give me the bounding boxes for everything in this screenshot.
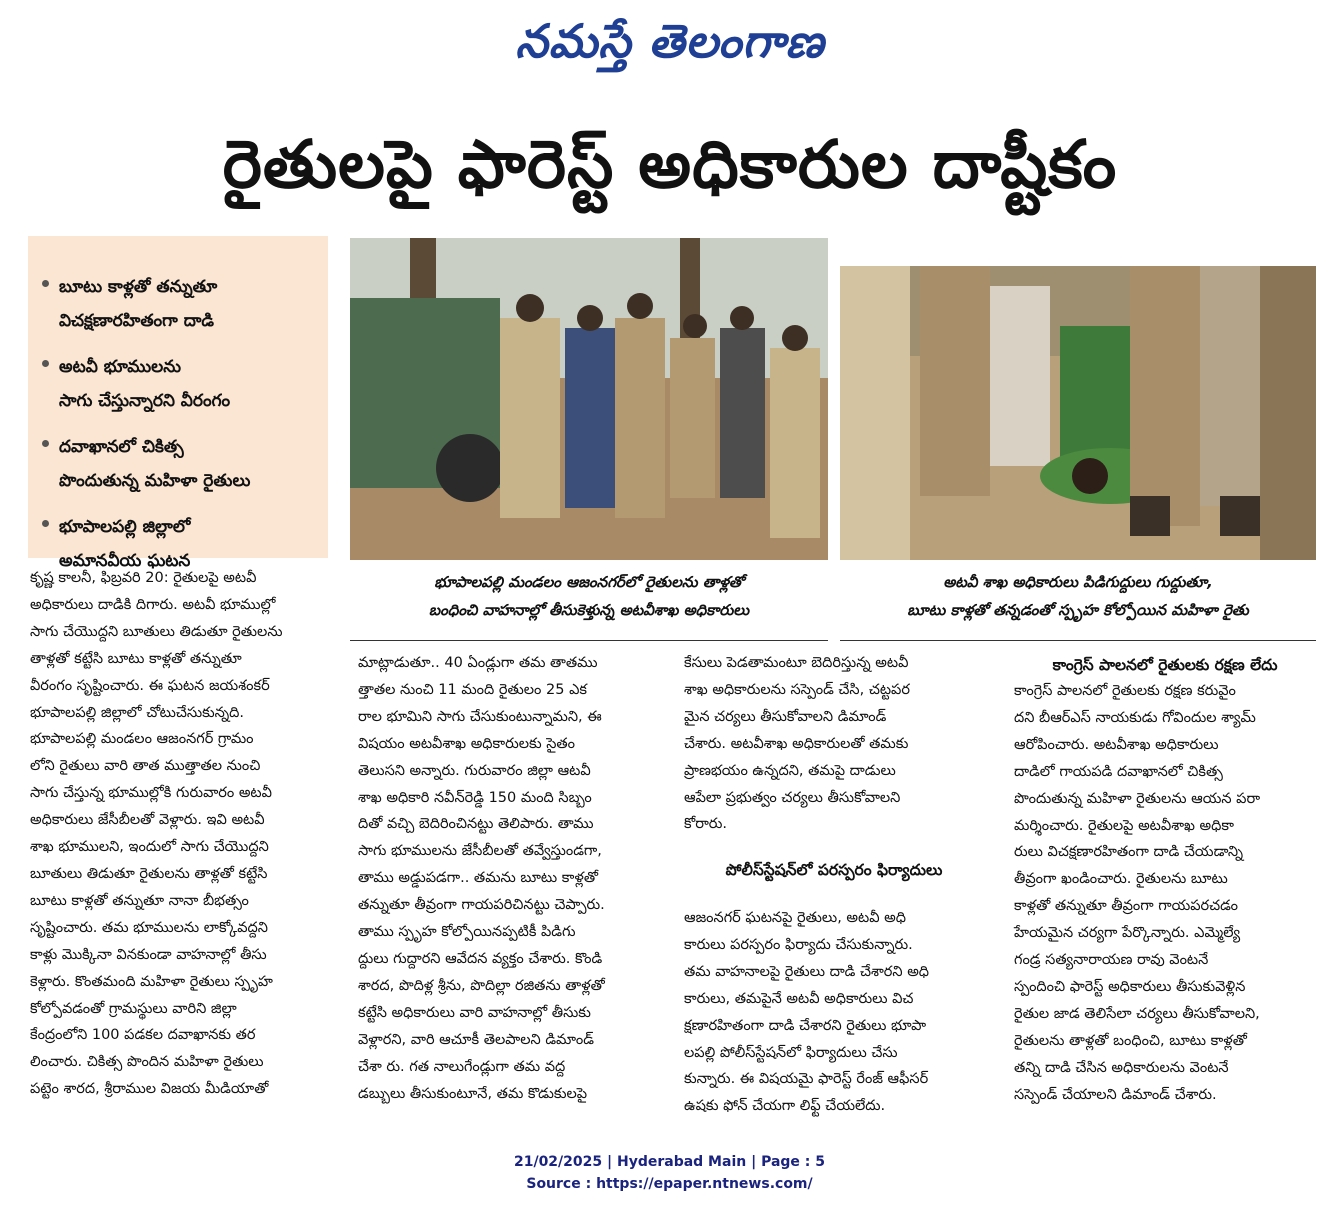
section-subheading-congress: కాంగ్రెస్ పాలనలో రైతులకు రక్షణ లేదు bbox=[1052, 656, 1278, 674]
photo-caption-2: అటవీ శాఖ అధికారులు పిడిగుద్దులు గుద్దుతూ, బూటు కాళ్లతో తన్నడంతో స్పృహ కోల్పోయిన మహిళా రైతు bbox=[907, 573, 1249, 619]
footer-source-link[interactable]: Source : https://epaper.ntnews.com/ bbox=[526, 1176, 813, 1192]
bullet-icon bbox=[42, 440, 49, 447]
highlights-box bbox=[28, 236, 328, 571]
article-column-3-bottom: ఆజంనగర్ ఘటనపై రైతులు, అటవీ అధి కారులు పరస్పరం ఫిర్యాదు చేసుకున్నారు. తమ వాహనాలపై రైతులు దాడి చేశారని అధి కారులు, తమపైనే అటవీ అధికారులు విచ క్షణారహితంగా దాడి చేశారని రైతులు భూపా లపల్లి పోలీస్‌స్టేషన్‌లో ఫిర్యాదులు చేసు కున్నారు. ఈ విషయమై ఫారెస్ట్ రేంజ్ ఆఫీసర్ ఉషకు ఫోన్ చేయగా లిఫ్ట్ చేయలేదు. bbox=[684, 910, 930, 1115]
section-subheading-police: పోలీస్‌స్టేషన్‌లో పరస్పరం ఫిర్యాదులు bbox=[725, 861, 943, 879]
footer-date-edition: 21/02/2025 | Hyderabad Main | Page : 5 bbox=[513, 1154, 826, 1170]
photo-officials-with-farmers bbox=[350, 238, 828, 560]
highlight-item bbox=[42, 350, 318, 418]
highlight-text: బూటు కాళ్లతో తన్నుతూ విచక్షణారహితంగా దాడి bbox=[59, 277, 218, 331]
bullet-icon bbox=[42, 520, 49, 527]
article-column-2: మాట్లాడుతూ.. 40 ఏండ్లుగా తమ తాతము త్తాతల నుంచి 11 మంది రైతులం 25 ఎక రాల భూమిని సాగు చేసుకుంటున్నామని, ఈ విషయం అటవీశాఖ అధికారులకు సైతం తెలుసని అన్నారు. గురువారం జిల్లా ఆటవీ శాఖ అధికారి నవీన్‌రెడ్డి 150 మంది సిబ్బం దితో వచ్చి బెదిరించినట్టు తెలిపారు. తాము సాగు భూములను జేసీబీలతో తవ్వేస్తుండగా, తాము అడ్డుపడగా.. తమను బూటు కాళ్లతో తన్నుతూ తీవ్రంగా గాయపరిచినట్టు చెప్పారు. తాము స్పృహ కోల్పోయినప్పటికీ పిడిగు ద్దులు గుద్దారని ఆవేదన వ్యక్తం చేశారు. కొండి శారద, పొదిళ్ల శ్రీను, పొదిల్లా రజితను తాళ్లతో కట్టేసి అధికారులు వారి వాహనాల్లో తీసుకు వెళ్లారని, వారి ఆచూకీ తెలపాలని డిమాండ్ చేశా రు. గత నాలుగేండ్లుగా తమ వద్ద డబ్బులు తీసుకుంటూనే, తమ కొడుకులపై bbox=[358, 655, 605, 1102]
highlight-text: భూపాలపల్లి జిల్లాలో అమానవీయ ఘటన bbox=[59, 517, 191, 571]
article-column-4: కాంగ్రెస్ పాలనలో రైతులకు రక్షణ కరువైం దని బీఆర్‌ఎస్ నాయకుడు గోవిందుల శ్యామ్ ఆరోపించారు. అటవీశాఖ అధికారులు దాడిలో గాయపడి దవాఖానలో చికిత్స పొందుతున్న మహిళా రైతులను ఆయన పరా మర్శించారు. రైతులపై అటవీశాఖ అధికా రులు విచక్షణారహితంగా దాడి చేయడాన్ని తీవ్రంగా ఖండించారు. రైతులను బూటు కాళ్లతో తన్నుతూ తీవ్రంగా గాయపరచడం హేయమైన చర్యగా పేర్కొన్నారు. ఎమ్మెల్యే గండ్ర సత్యనారాయణ రావు వెంటనే స్పందించి ఫారెస్ట్ అధికారులు తీసుకువెళ్లిన రైతుల జాడ తెలిసేలా చర్యలు తీసుకోవాలని, రైతులను తాళ్లతో బంధించి, బూటు కాళ్లతో తన్ని దాడి చేసిన అధికారులను వెంటనే సస్పెండ్ చేయాలని డిమాండ్ చేశారు. bbox=[1014, 683, 1261, 1103]
bullet-icon bbox=[42, 360, 49, 367]
highlight-item bbox=[42, 430, 318, 498]
caption-divider bbox=[350, 640, 828, 641]
article-headline: రైతులపై ఫారెస్ట్ అధికారుల దాష్టీకం bbox=[222, 126, 1118, 203]
highlight-item bbox=[42, 270, 318, 338]
photo-caption-1: భూపాలపల్లి మండలం ఆజంనగర్‌లో రైతులను తాళ్లతో బంధించి వాహనాల్లో తీసుకెళ్తున్న అటవీశాఖ అధికారులు bbox=[428, 573, 750, 619]
newspaper-masthead: నమస్తే తెలంగాణ bbox=[515, 14, 825, 68]
photo-woman-farmer-on-ground bbox=[840, 266, 1316, 560]
caption-divider bbox=[840, 640, 1316, 641]
highlight-text: దవాఖానలో చికిత్స పొందుతున్న మహిళా రైతులు bbox=[59, 437, 251, 491]
article-column-3-top: కేసులు పెడతామంటూ బెదిరిస్తున్న అటవీ శాఖ అధికారులను సస్పెండ్ చేసి, చట్టపర మైన చర్యలు తీసుకోవాలని డిమాండ్ చేశారు. అటవీశాఖ అధికారులతో తమకు ప్రాణభయం ఉన్నదని, తమపై దాడులు ఆపేలా ప్రభుత్వం చర్యలు తీసుకోవాలని కోరారు. bbox=[684, 655, 910, 833]
article-column-1: కృష్ణ కాలనీ, ఫిబ్రవరి 20: రైతులపై అటవీ అధికారులు దాడికి దిగారు. అటవీ భూముల్లో సాగు చేయొద్దని బూతులు తిడుతూ రైతులను తాళ్లతో కట్టేసి బూటు కాళ్లతో తన్నుతూ వీరంగం సృష్టించారు. ఈ ఘటన జయశంకర్ భూపాలపల్లి జిల్లాలో చోటుచేసుకున్నది. భూపాలపల్లి మండలం ఆజంనగర్ గ్రామం లోని రైతులు వారి తాత ముత్తాతల నుంచి సాగు చేస్తున్న భూముల్లోకి గురువారం అటవీ అధికారులు జేసీబీలతో వెళ్లారు. ఇవి అటవీ శాఖ భూములని, ఇందులో సాగు చేయొద్దని బూతులు తిడుతూ రైతులను తాళ్లతో కట్టేసి బూటు కాళ్లతో తన్నుతూ నానా బీభత్సం సృష్టించారు. తమ భూములను లాక్కోవద్దని కాళ్లు మొక్కినా వినకుండా వాహనాల్లో తీసు కెళ్లారు. కొంతమంది మహిళా రైతులు స్పృహ కోల్పోవడంతో గ్రామస్థులు వారిని జిల్లా కేంద్రంలోని 100 పడకల దవాఖానకు తర లించారు. చికిత్స పొందిన మహిళా రైతులు పట్టెం శారద, శ్రీరాముల విజయ మీడియాతో bbox=[30, 570, 283, 1098]
highlight-text: అటవీ భూములను సాగు చేస్తున్నారని వీరంగం bbox=[59, 357, 231, 411]
bullet-icon bbox=[42, 280, 49, 287]
